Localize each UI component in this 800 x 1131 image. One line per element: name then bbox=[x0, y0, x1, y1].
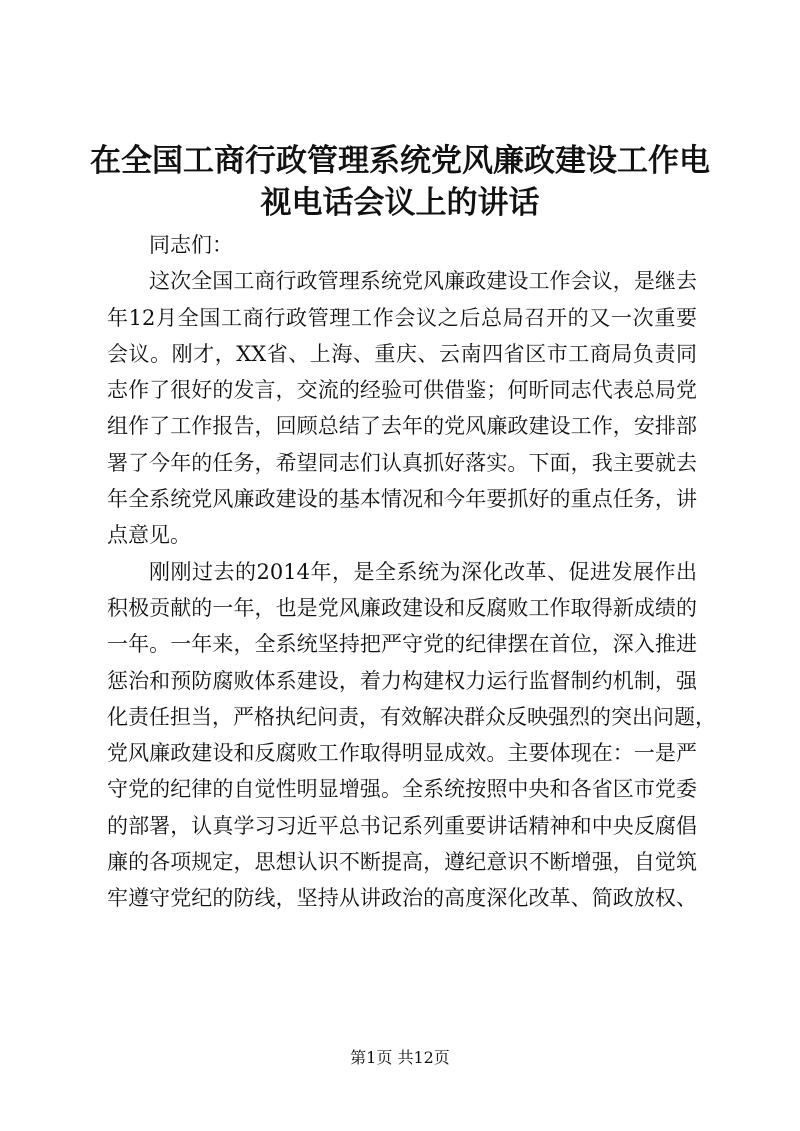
document-body bbox=[107, 227, 716, 917]
paragraph-line: 化责任担当，严格执纪问责，有效解决群众反映强烈的突出问题， bbox=[107, 704, 716, 729]
paragraph-line: 党风廉政建设和反腐败工作取得明显成效。主要体现在：一是严 bbox=[107, 741, 697, 766]
paragraph-line: 年12月全国工商行政管理工作会议之后总局召开的又一次重要 bbox=[107, 305, 697, 330]
paragraph-line: 积极贡献的一年，也是党风廉政建设和反腐败工作取得新成绩的 bbox=[107, 595, 697, 620]
paragraph-line: 一年。一年来，全系统坚持把严守党的纪律摆在首位，深入推进 bbox=[107, 632, 697, 657]
title-line-2: 视电话会议上的讲话 bbox=[260, 185, 540, 221]
paragraph-line: 会议。刚才，XX省、上海、重庆、云南四省区市工商局负责同 bbox=[107, 341, 697, 366]
paragraph-line: 的部署，认真学习习近平总书记系列重要讲话精神和中央反腐倡 bbox=[107, 813, 697, 838]
paragraph-line: 牢遵守党纪的防线，坚持从讲政治的高度深化改革、简政放权、 bbox=[107, 886, 697, 911]
paragraph-1 bbox=[107, 263, 697, 553]
document-title bbox=[80, 140, 720, 224]
paragraph-line: 年全系统党风廉政建设的基本情况和今年要抓好的重点任务，讲 bbox=[107, 487, 697, 512]
paragraph-line: 刚刚过去的2014年，是全系统为深化改革、促进发展作出 bbox=[149, 559, 697, 584]
paragraph-2 bbox=[107, 554, 716, 917]
paragraph-line: 守党的纪律的自觉性明显增强。全系统按照中央和各省区市党委 bbox=[107, 777, 697, 802]
title-line-1: 在全国工商行政管理系统党风廉政建设工作电 bbox=[90, 143, 710, 179]
salutation: 同志们： bbox=[149, 233, 233, 257]
paragraph-line: 组作了工作报告，回顾总结了去年的党风廉政建设工作，安排部 bbox=[107, 414, 697, 439]
paragraph-line: 廉的各项规定，思想认识不断提高，遵纪意识不断增强，自觉筑 bbox=[107, 850, 697, 875]
paragraph-line: 点意见。 bbox=[107, 523, 191, 548]
page-footer: 第1页 共12页 bbox=[350, 1048, 450, 1067]
paragraph-line: 署了今年的任务，希望同志们认真抓好落实。下面，我主要就去 bbox=[107, 450, 697, 475]
paragraph-line: 惩治和预防腐败体系建设，着力构建权力运行监督制约机制，强 bbox=[107, 668, 697, 693]
paragraph-line: 志作了很好的发言，交流的经验可供借鉴；何昕同志代表总局党 bbox=[107, 378, 697, 403]
paragraph-line: 这次全国工商行政管理系统党风廉政建设工作会议，是继去 bbox=[149, 269, 697, 294]
